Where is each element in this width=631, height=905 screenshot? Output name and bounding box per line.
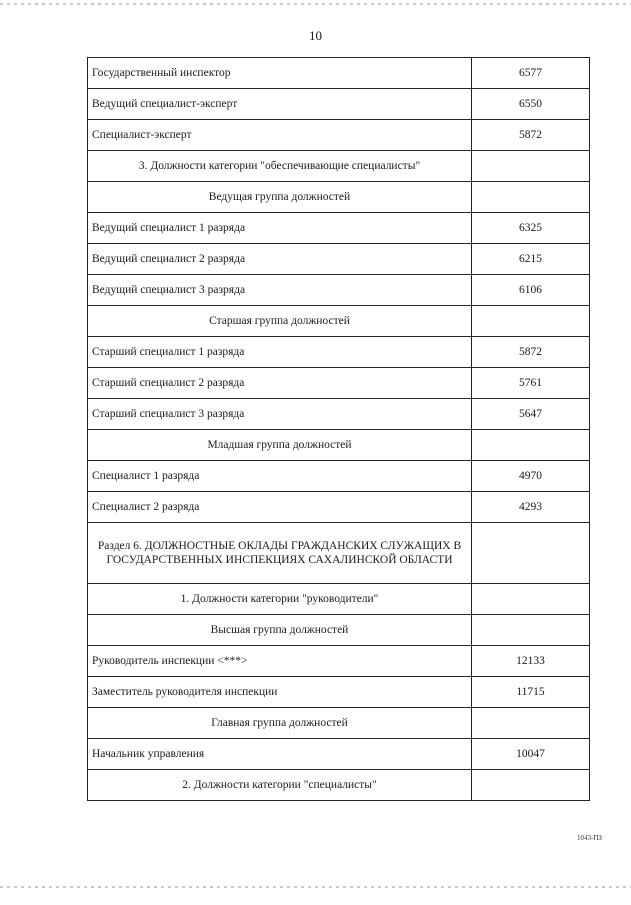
- group-heading: Младшая группа должностей: [88, 430, 472, 461]
- group-heading: Высшая группа должностей: [88, 615, 472, 646]
- table-row: [88, 275, 590, 306]
- scan-artifact-top: [0, 3, 631, 5]
- group-row: [88, 708, 590, 739]
- table-row: [88, 492, 590, 523]
- salary-value: [472, 584, 590, 615]
- category-heading: 3. Должности категории "обеспечивающие специалисты": [88, 151, 472, 182]
- salary-value: [472, 430, 590, 461]
- salary-value: 5761: [472, 368, 590, 399]
- salary-value: 11715: [472, 677, 590, 708]
- salary-value: 4293: [472, 492, 590, 523]
- table-row: [88, 677, 590, 708]
- salary-value: 5872: [472, 337, 590, 368]
- group-row: [88, 615, 590, 646]
- position-name: Старший специалист 3 разряда: [88, 399, 472, 430]
- salary-value: 12133: [472, 646, 590, 677]
- table-row: [88, 399, 590, 430]
- position-name: Заместитель руководителя инспекции: [88, 677, 472, 708]
- salary-value: 6325: [472, 213, 590, 244]
- salary-value: 10047: [472, 739, 590, 770]
- salary-value: 4970: [472, 461, 590, 492]
- salary-value: [472, 306, 590, 337]
- salary-value: [472, 151, 590, 182]
- position-name: Государственный инспектор: [88, 58, 472, 89]
- section-heading: Раздел 6. ДОЛЖНОСТНЫЕ ОКЛАДЫ ГРАЖДАНСКИХ СЛУЖАЩИХ В ГОСУДАРСТВЕННЫХ ИНСПЕКЦИЯХ САХАЛИНСКОЙ ОБЛАСТИ: [88, 523, 472, 584]
- position-name: Специалист-эксперт: [88, 120, 472, 151]
- salary-value: 5647: [472, 399, 590, 430]
- position-name: Начальник управления: [88, 739, 472, 770]
- table-row: [88, 337, 590, 368]
- category-row: [88, 770, 590, 801]
- group-row: [88, 306, 590, 337]
- salary-value: [472, 708, 590, 739]
- salary-value: [472, 182, 590, 213]
- salary-value: 6577: [472, 58, 590, 89]
- salary-value: [472, 615, 590, 646]
- position-name: Старший специалист 1 разряда: [88, 337, 472, 368]
- section-row: [88, 523, 590, 584]
- category-row: [88, 151, 590, 182]
- position-name: Специалист 1 разряда: [88, 461, 472, 492]
- group-heading: Ведущая группа должностей: [88, 182, 472, 213]
- scan-artifact-bottom: [0, 886, 631, 888]
- position-name: Ведущий специалист 1 разряда: [88, 213, 472, 244]
- group-row: [88, 182, 590, 213]
- table-row: [88, 58, 590, 89]
- group-row: [88, 430, 590, 461]
- category-heading: 2. Должности категории "специалисты": [88, 770, 472, 801]
- position-name: Руководитель инспекции <***>: [88, 646, 472, 677]
- category-row: [88, 584, 590, 615]
- position-name: Ведущий специалист 2 разряда: [88, 244, 472, 275]
- position-name: Ведущий специалист 3 разряда: [88, 275, 472, 306]
- table-row: [88, 646, 590, 677]
- table-row: [88, 213, 590, 244]
- salary-value: 6215: [472, 244, 590, 275]
- salary-value: [472, 523, 590, 584]
- position-name: Специалист 2 разряда: [88, 492, 472, 523]
- group-heading: Старшая группа должностей: [88, 306, 472, 337]
- salary-value: 5872: [472, 120, 590, 151]
- document-code: 1043-ПЗ: [577, 834, 602, 842]
- position-name: Ведущий специалист-эксперт: [88, 89, 472, 120]
- table-row: [88, 89, 590, 120]
- salary-value: 6106: [472, 275, 590, 306]
- table-row: [88, 120, 590, 151]
- page-number: 10: [309, 28, 322, 43]
- table-row: [88, 739, 590, 770]
- category-heading: 1. Должности категории "руководители": [88, 584, 472, 615]
- table-row: [88, 244, 590, 275]
- table-row: [88, 461, 590, 492]
- salary-value: 6550: [472, 89, 590, 120]
- salary-value: [472, 770, 590, 801]
- group-heading: Главная группа должностей: [88, 708, 472, 739]
- table-row: [88, 368, 590, 399]
- salary-table: [87, 57, 590, 801]
- position-name: Старший специалист 2 разряда: [88, 368, 472, 399]
